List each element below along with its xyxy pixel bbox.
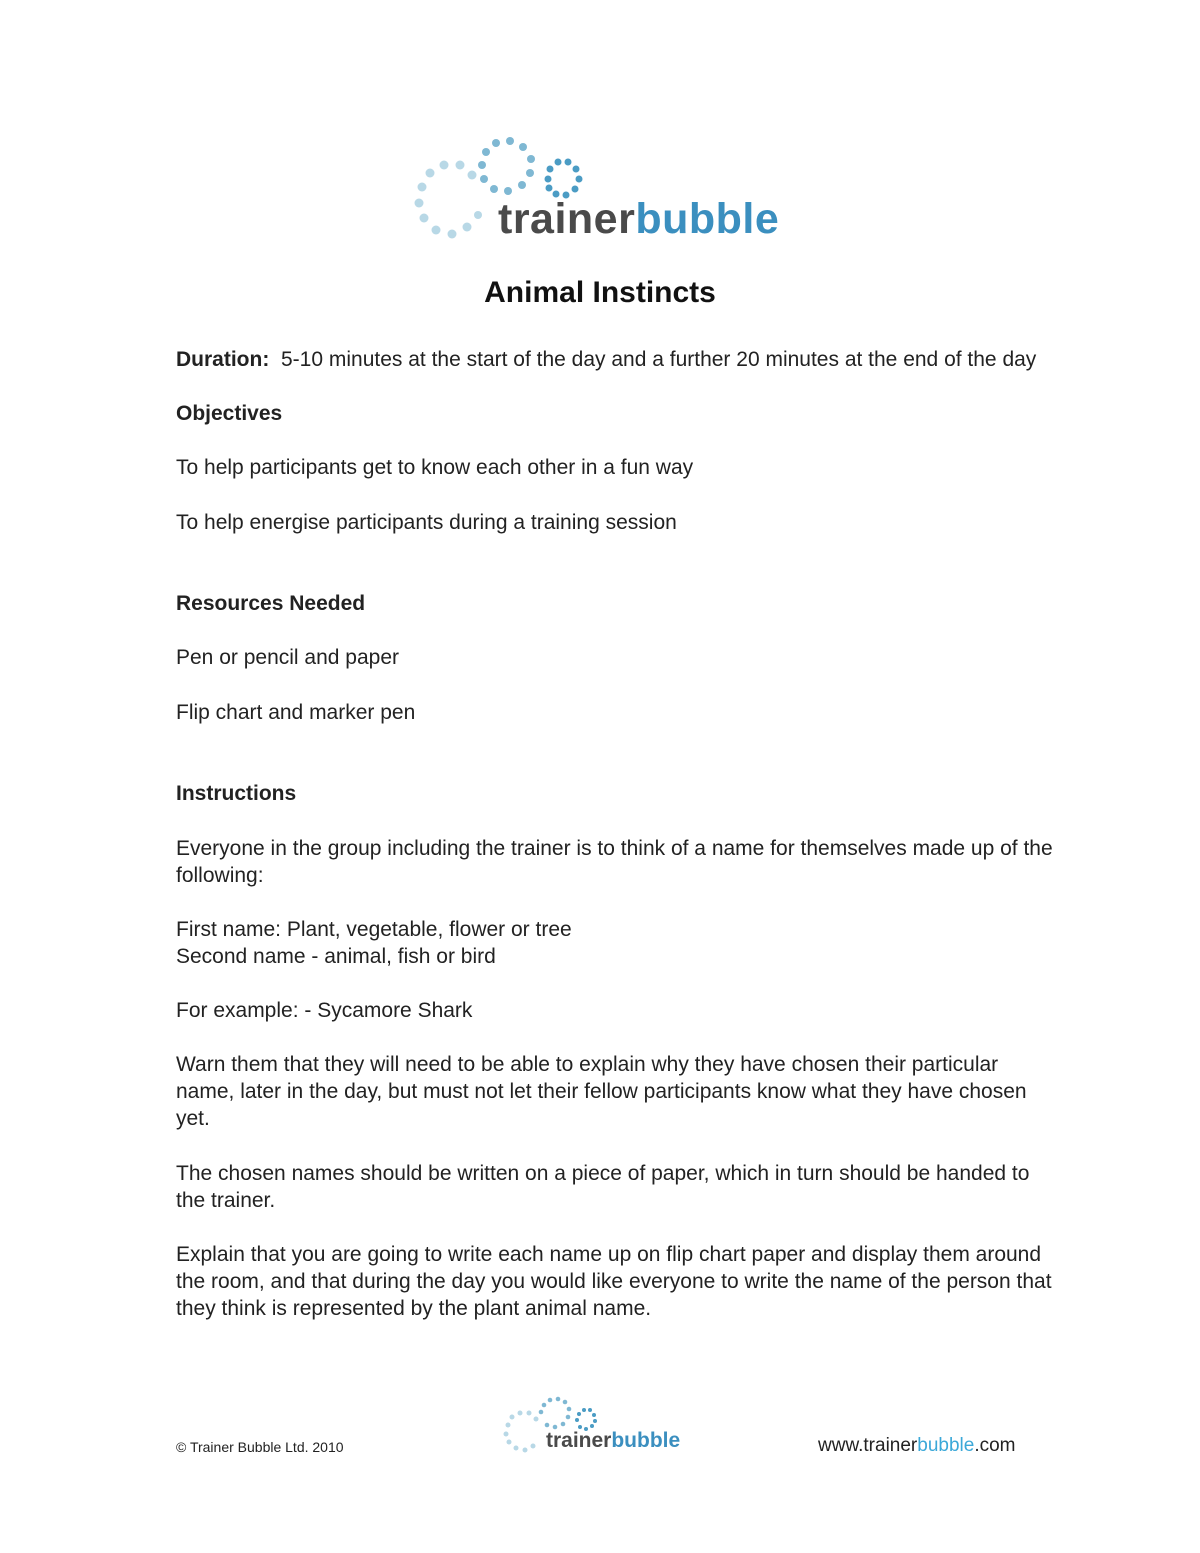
- website-prefix: www.trainer: [818, 1435, 918, 1456]
- logo-word-trainer: trainer: [498, 195, 636, 243]
- footer-logo-word-trainer: trainer: [546, 1429, 612, 1452]
- resource-item: Pen or pencil and paper: [176, 646, 399, 669]
- instructions-paragraph: Warn them that they will need to be able to explain why they have chosen their particular name, later in the day, but must not let their fellow participants know what they have chosen yet.: [176, 1053, 1027, 1130]
- page-footer: [0, 1395, 1200, 1465]
- duration-line: [176, 346, 1056, 373]
- example-line: For example: - Sycamore Shark: [176, 999, 473, 1022]
- instructions-paragraph: Explain that you are going to write each name up on flip chart paper and display them around the room, and that during the day you would like everyone to write the name of the person that they think is represented by the plant animal name.: [176, 1243, 1052, 1320]
- footer-logo-word-bubble: bubble: [611, 1429, 681, 1452]
- logo-word-bubble: bubble: [635, 195, 780, 243]
- website-highlight: bubble: [917, 1435, 975, 1456]
- trainerbubble-logo: [410, 135, 800, 255]
- instructions-intro: Everyone in the group including the trainer is to think of a name for themselves made up of the following:: [176, 837, 1053, 887]
- website-suffix: .com: [974, 1435, 1016, 1456]
- footer-logo: [500, 1395, 710, 1455]
- resource-item: Flip chart and marker pen: [176, 701, 416, 724]
- objective-item: To help participants get to know each other in a fun way: [176, 456, 694, 479]
- copyright-text: © Trainer Bubble Ltd. 2010: [176, 1439, 344, 1455]
- instructions-paragraph: The chosen names should be written on a piece of paper, which in turn should be handed to the trainer.: [176, 1162, 1030, 1212]
- website-link[interactable]: [818, 1435, 1016, 1457]
- instructions-heading: Instructions: [176, 782, 297, 805]
- logo-wordmark: [498, 195, 779, 244]
- resources-heading: Resources Needed: [176, 592, 366, 615]
- duration-label: Duration:: [176, 348, 270, 371]
- first-name-rule: First name: Plant, vegetable, flower or tree: [176, 918, 572, 941]
- objective-item: To help energise participants during a training session: [176, 511, 677, 534]
- duration-text: 5-10 minutes at the start of the day and a further 20 minutes at the end of the day: [281, 348, 1037, 371]
- document-body: [176, 346, 1056, 1322]
- second-name-rule: Second name - animal, fish or bird: [176, 945, 496, 968]
- footer-logo-wordmark: [546, 1429, 680, 1453]
- objectives-heading: Objectives: [176, 402, 283, 425]
- page-title: Animal Instincts: [484, 276, 716, 309]
